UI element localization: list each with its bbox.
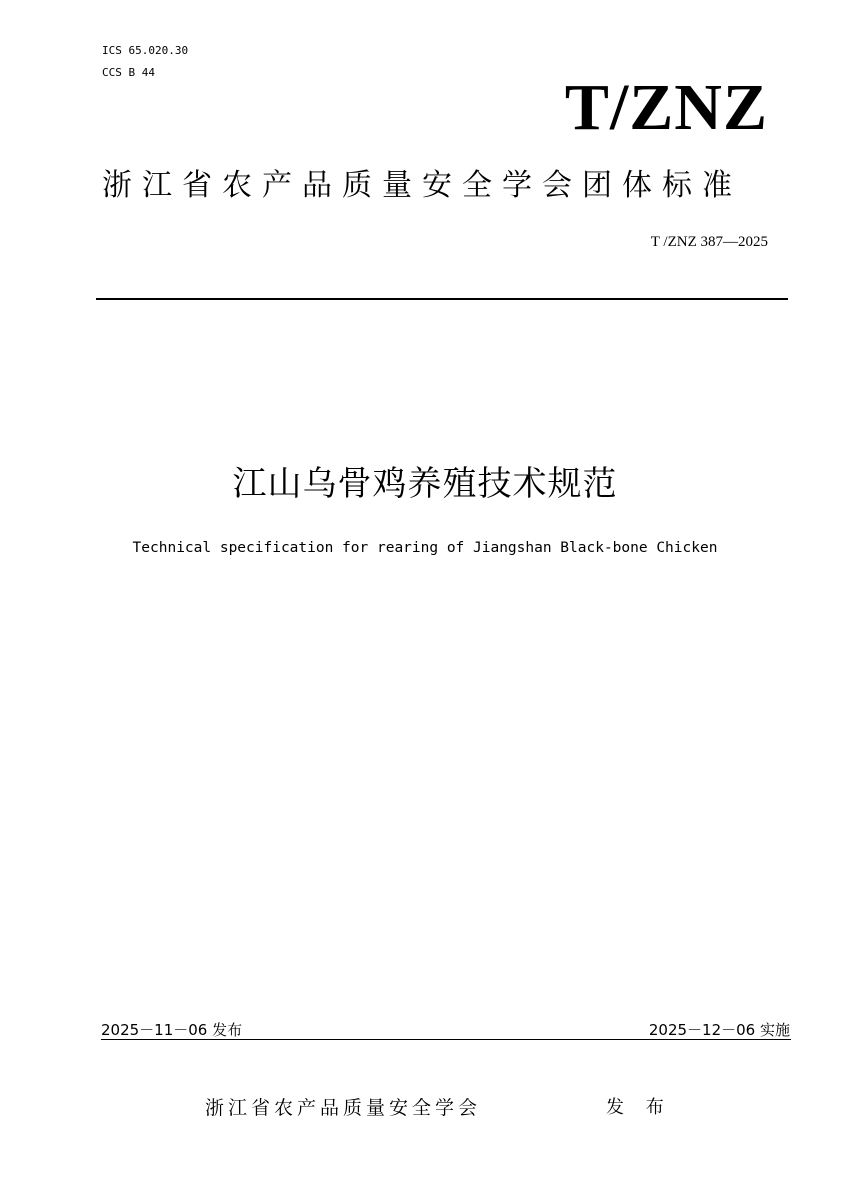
publish-label: 发 布 (606, 1097, 672, 1118)
document-title-english: Technical specification for rearing of Jiangshan Black-bone Chicken (132, 540, 718, 556)
header-divider (96, 298, 788, 300)
implementation-date: 2025－12－06 实施 (648, 1021, 790, 1039)
ccs-code: CCS B 44 (102, 66, 155, 79)
standard-logo: T/ZNZ (564, 71, 768, 144)
organization-standard-title: 浙江省农产品质量安全学会团体标准 (102, 168, 742, 203)
document-title-chinese: 江山乌骨鸡养殖技术规范 (232, 464, 618, 504)
date-divider (101, 1039, 791, 1040)
standard-number: T /ZNZ 387—2025 (650, 234, 768, 250)
publisher-name: 浙江省农产品质量安全学会 (205, 1097, 482, 1119)
ics-code: ICS 65.020.30 (102, 44, 189, 57)
issue-date: 2025－11－06 发布 (101, 1021, 243, 1039)
